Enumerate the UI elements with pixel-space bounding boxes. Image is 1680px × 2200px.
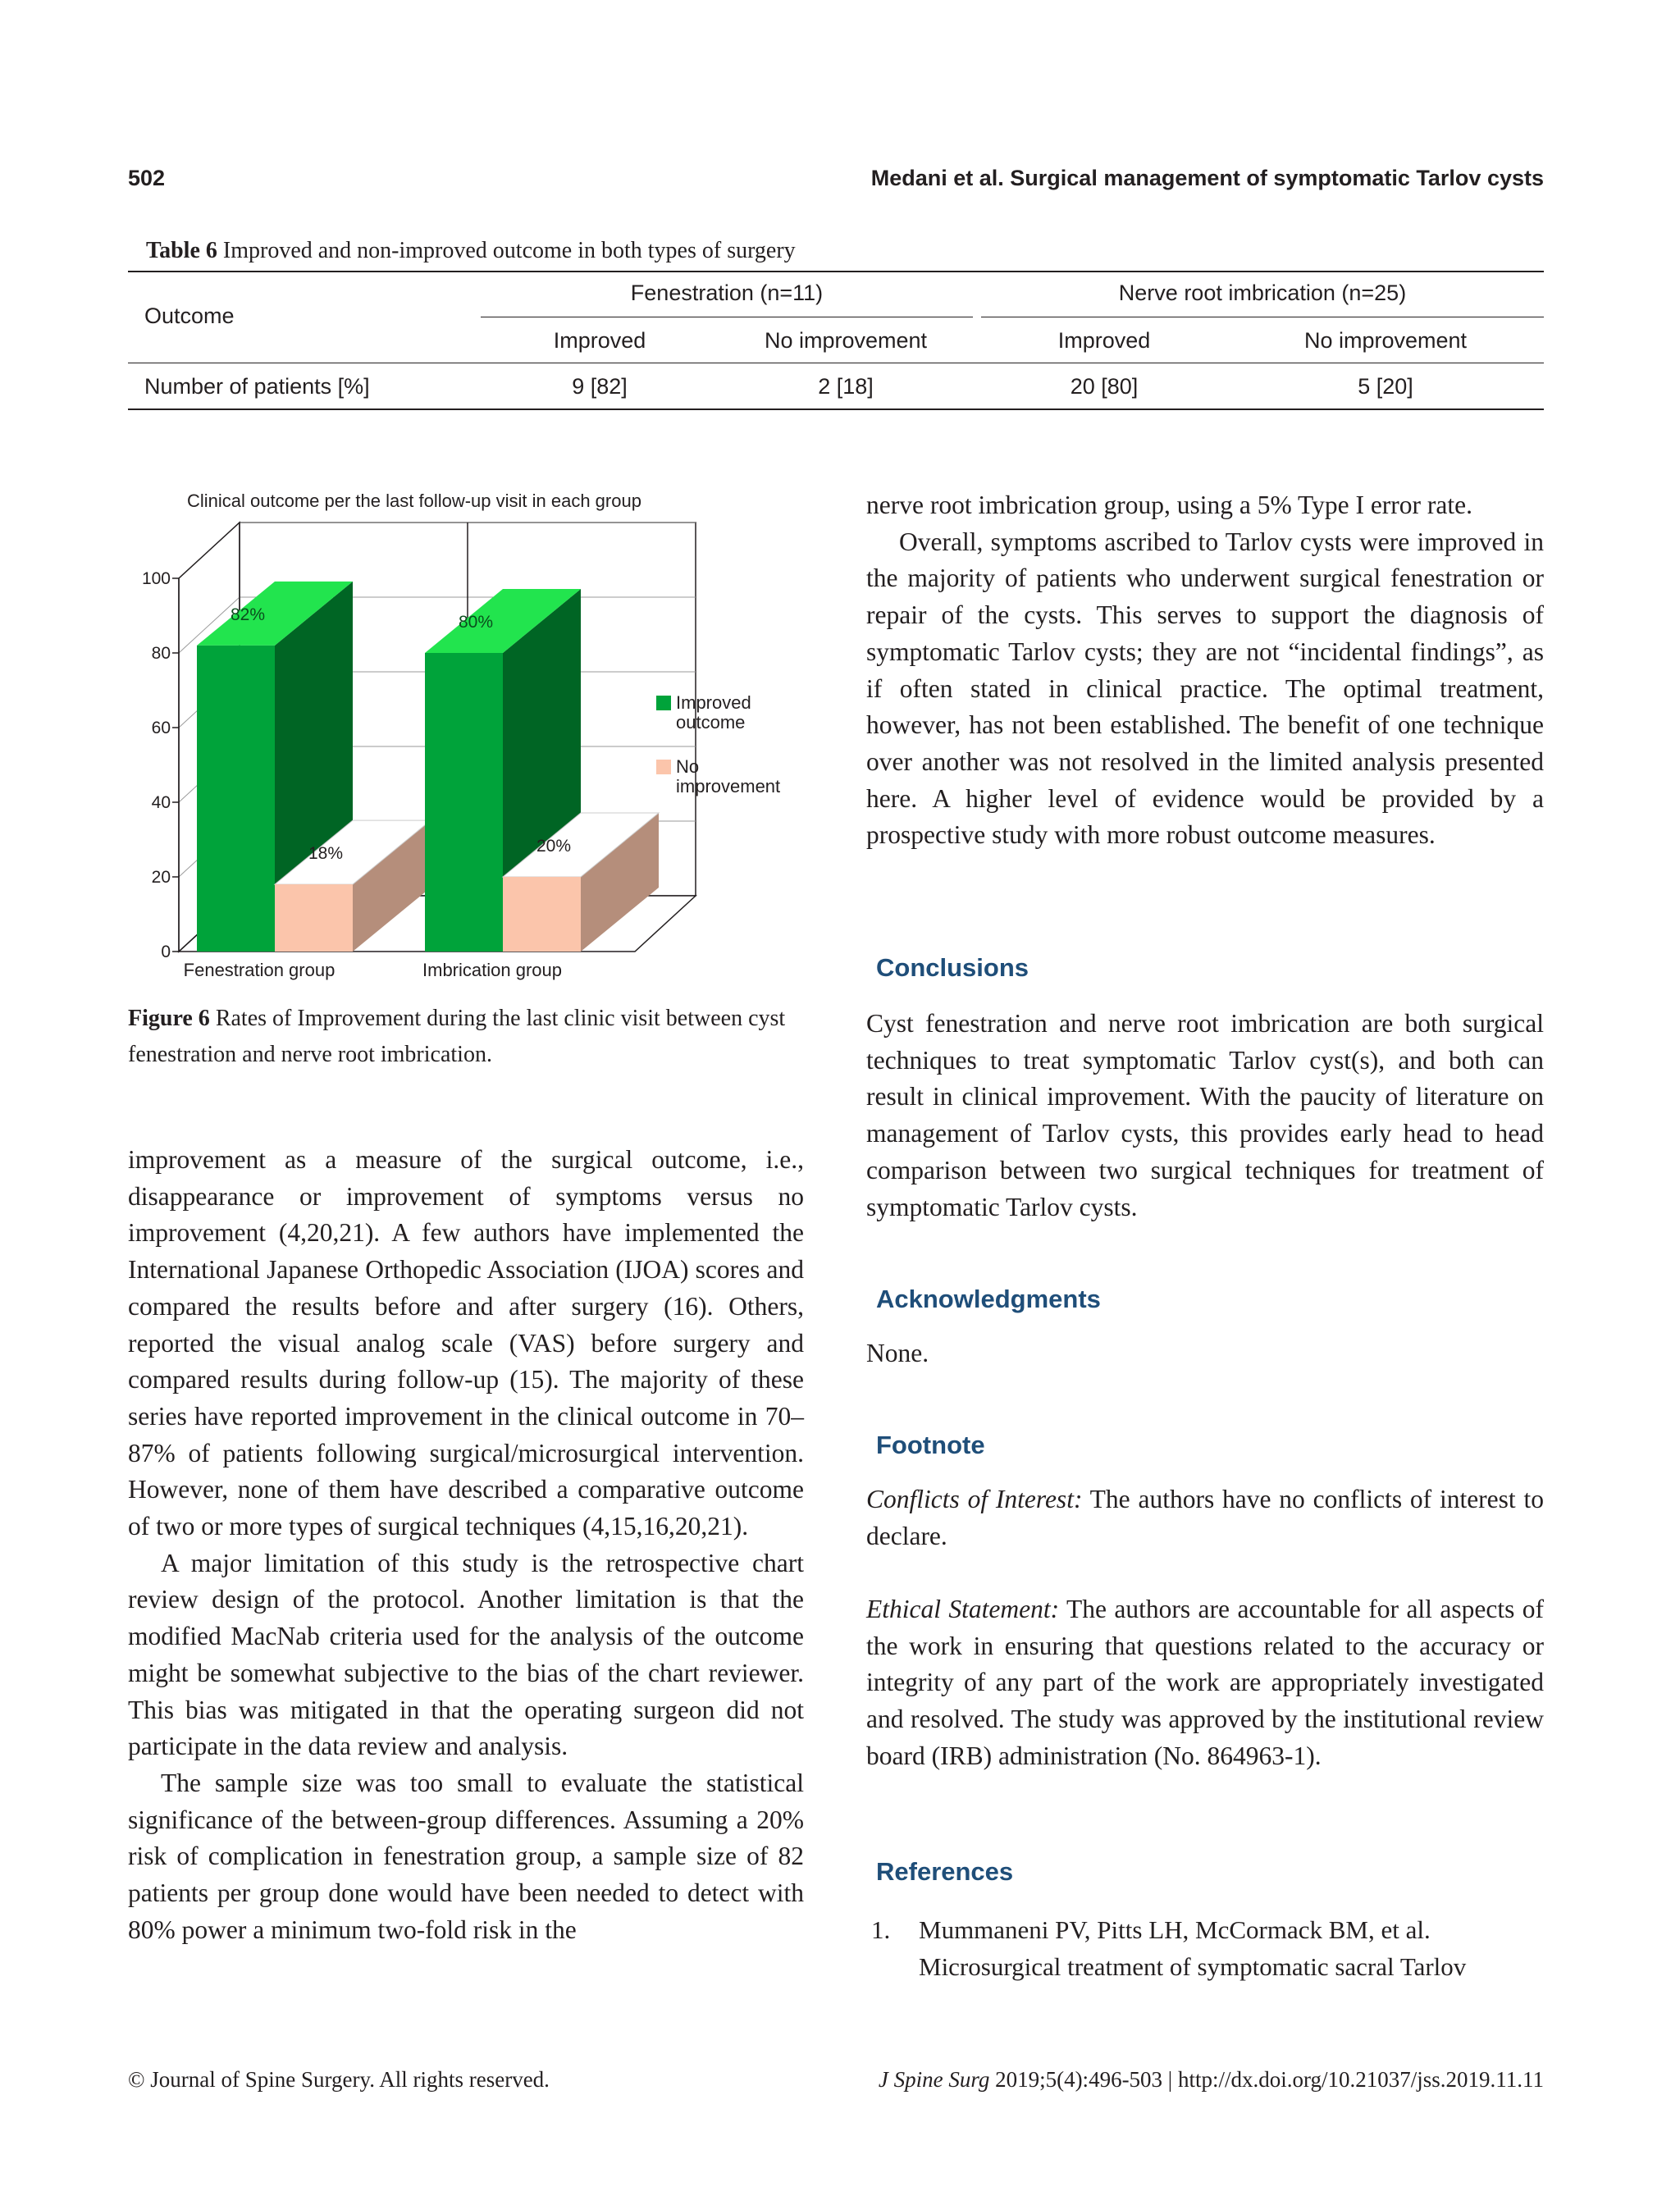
figure-caption-text: Rates of Improvement during the last clinic visit between cyst fenestration and nerve root imbrication.: [128, 1006, 786, 1067]
table-cell: 2 [18]: [818, 374, 874, 399]
table-row-header: Outcome: [144, 304, 235, 328]
reference-number: 1.: [871, 1915, 891, 1944]
chart-category-label: Imbrication group: [422, 960, 562, 980]
chart-legend-label: Improved: [676, 692, 751, 713]
table-bottom-rule: [128, 409, 1544, 410]
reference-item: [871, 1911, 1544, 1985]
chart-y-tick-label: 40: [151, 793, 171, 812]
ethics-section: [866, 1591, 1544, 1775]
heading-conclusions: Conclusions: [876, 953, 1029, 982]
chart-data-label: 82%: [230, 605, 266, 624]
running-title: Medani et al. Surgical management of symptomatic Tarlov cysts: [870, 166, 1544, 190]
chart-data-label: 80%: [458, 613, 494, 632]
reference-list: [871, 1911, 1544, 1985]
chart-bar: [197, 646, 275, 952]
figure-6-chart: [115, 476, 820, 1001]
conflicts-label: Conflicts of Interest:: [866, 1485, 1083, 1513]
table-group-fenestration: Fenestration (n=11): [630, 281, 824, 305]
left-column: [128, 1142, 804, 1948]
reference-text: Mummaneni PV, Pitts LH, McCormack BM, et al. Microsurgical treatment of symptomatic sacral Tarlov: [919, 1915, 1467, 1981]
body-paragraph: [866, 1481, 1544, 1554]
chart-data-label: 20%: [536, 837, 572, 856]
body-paragraph: [866, 1591, 1544, 1775]
table-top-rule: [128, 271, 1544, 272]
table-subheader: Improved: [553, 328, 646, 353]
footer-copyright: © Journal of Spine Surgery. All rights reserved.: [128, 2067, 550, 2092]
body-paragraph: Cyst fenestration and nerve root imbrication are both surgical techniques to treat symptomatic Tarlov cyst(s), and both can result in clinical improvement. With the paucity of literature on management of Tarlov cysts, this provides early head to head comparison between two surgical techniques for treatment of symptomatic Tarlov cysts.: [866, 1009, 1544, 1221]
table-cell: 5 [20]: [1358, 374, 1413, 399]
table-subheader: No improvement: [1303, 328, 1468, 353]
chart-bar: [503, 877, 581, 952]
chart-data-label: 18%: [308, 844, 344, 864]
table-caption: [146, 238, 796, 264]
body-paragraph: The sample size was too small to evaluate the statistical significance of the between-group differences. Assuming a 20% risk of complication in fenestration group, a sample size of 82 patients per group done would have been needed to detect with 80% power a minimum two-fold risk in the: [128, 1768, 804, 1944]
chart-legend-label: outcome: [676, 712, 746, 733]
table-subheader: Improved: [1057, 328, 1151, 353]
chart-legend-label: improvement: [676, 776, 781, 796]
body-paragraph: Overall, symptoms ascribed to Tarlov cysts were improved in the majority of patients who underwent surgical fenestration or repair of the cysts. This serves to support the diagnosis of symptomatic Tarlov cysts; they are not “incidental findings”, as if often stated in clinical practice. The optimal treatment, however, has not been established. The benefit of one technique over another was not resolved in the limited analysis presented here. A higher level of evidence would be provided by a prospective study with more robust outcome measures.: [866, 527, 1544, 850]
conflicts-section: [866, 1481, 1544, 1554]
chart-y-tick-label: 60: [151, 719, 171, 737]
table-cell: 9 [82]: [572, 374, 628, 399]
chart-legend-label: No: [676, 756, 700, 777]
body-paragraph: nerve root imbrication group, using a 5% Type I error rate.: [866, 491, 1472, 519]
table-row-label: Number of patients [%]: [144, 374, 370, 399]
table-group-imbrication: Nerve root imbrication (n=25): [1118, 281, 1407, 305]
chart-y-tick-label: 20: [151, 868, 171, 887]
ethical-label: Ethical Statement:: [866, 1595, 1060, 1623]
figure-caption: [128, 1001, 810, 1073]
conclusions-section: [866, 1006, 1544, 1226]
acknowledgments-section: [866, 1335, 1544, 1372]
chart-title: Clinical outcome per the last follow-up visit in each group: [187, 491, 641, 511]
table-caption-text: Improved and non-improved outcome in both types of surgery: [222, 238, 796, 263]
figure-caption-label: Figure 6: [128, 1006, 210, 1031]
heading-acknowledgments: Acknowledgments: [876, 1285, 1101, 1313]
chart-legend-swatch: [656, 760, 671, 774]
right-column-intro: [866, 487, 1544, 854]
chart-legend-swatch: [656, 696, 671, 710]
chart-y-tick-label: 100: [141, 569, 171, 588]
chart-bar: [275, 884, 353, 952]
chart-bar: [425, 653, 503, 952]
conflicts-text: The authors have no conflicts of interest to declare.: [866, 1485, 1544, 1550]
heading-footnote: Footnote: [876, 1431, 985, 1459]
table-subheader: No improvement: [764, 328, 928, 353]
chart-y-tick-label: 0: [161, 943, 171, 961]
table-caption-label: Table 6: [146, 238, 217, 263]
footer-citation-text: 2019;5(4):496-503 | http://dx.doi.org/10.21037/jss.2019.11.11: [989, 2067, 1544, 2092]
heading-references: References: [876, 1857, 1014, 1886]
chart-category-label: Fenestration group: [183, 960, 336, 980]
body-paragraph: None.: [866, 1339, 929, 1367]
chart-title-group: [187, 491, 641, 511]
footer-journal: J Spine Surg: [878, 2067, 990, 2092]
chart-y-tick-label: 80: [151, 644, 171, 663]
body-paragraph: A major limitation of this study is the retrospective chart review design of the protocol. Another limitation is that the modified MacNab criteria used for the analysis of the outcome might be somewhat subjective to the bias of the chart reviewer. This bias was mitigated in that the operating surgeon did not participate in the data review and analysis.: [128, 1548, 804, 1761]
footer-citation: [879, 2067, 1544, 2093]
page-number: 502: [128, 166, 166, 190]
ethical-text: The authors are accountable for all aspects of the work in ensuring that questions related to the accuracy or integrity of any part of the work are appropriately investigated and resolved. The study was approved by the institutional review board (IRB) administration (No. 864963-1).: [866, 1595, 1544, 1770]
body-paragraph: improvement as a measure of the surgical outcome, i.e., disappearance or improvement of symptoms versus no improvement (4,20,21). A few authors have implemented the International Japanese Orthopedic Association (IJOA) scores and compared the results before and after surgery (16). Others, reported the visual analog scale (VAS) before surgery and compared results during follow-up (15). The majority of these series have reported improvement in the clinical outcome in 70–87% of patients following surgical/microsurgical intervention. However, none of them have described a comparative outcome of two or more types of surgical techniques (4,15,16,20,21).: [128, 1145, 804, 1541]
table-cell: 20 [80]: [1070, 374, 1139, 399]
